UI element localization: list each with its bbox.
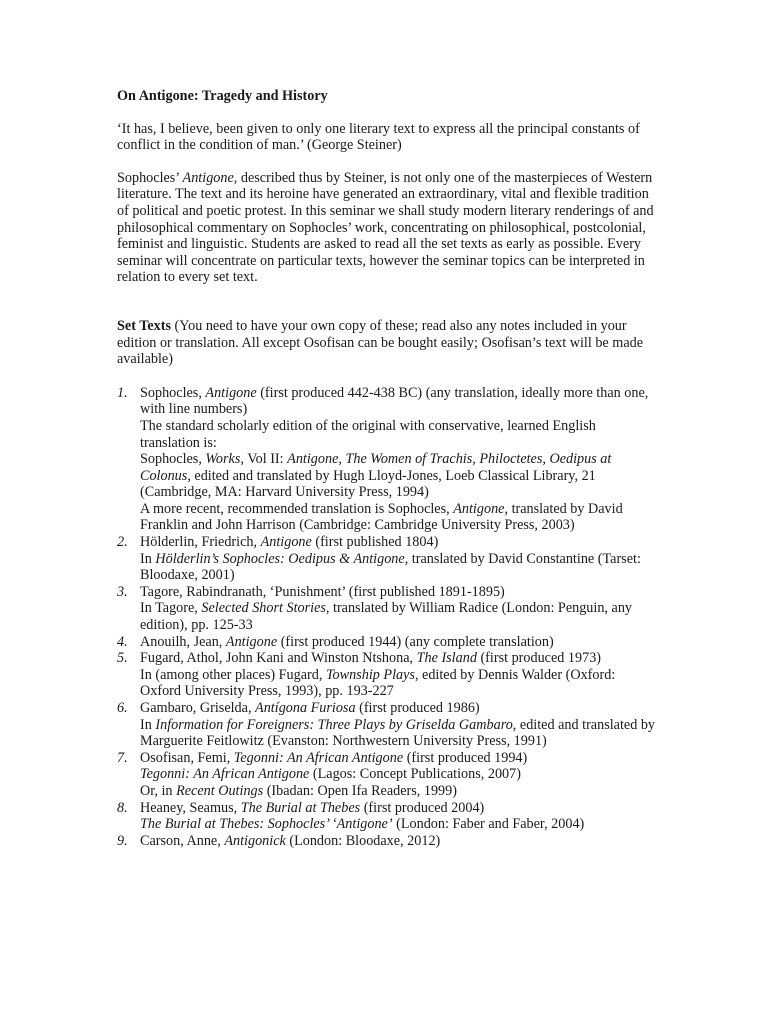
item-title: Selected Short Stories [201, 600, 326, 617]
item-title: Antigone [225, 633, 278, 650]
list-item [117, 700, 657, 750]
item-text: (first produced 442-438 BC) (any translation, ideally more than one, with line numbers) [140, 384, 649, 418]
item-text: (first published 1804) [311, 534, 439, 551]
item-text: Sophocles, [140, 451, 206, 468]
item-line: Tagore, Rabindranath, ‘Punishment’ (first published 1891-1895) [140, 583, 505, 600]
item-line [140, 501, 657, 534]
item-text: Carson, Anne, [140, 832, 225, 849]
item-title: Township Plays [325, 666, 415, 683]
item-line [140, 700, 657, 717]
item-text: Heaney, Seamus, [140, 799, 241, 816]
item-text: , Vol II: [240, 451, 288, 468]
item-text: Osofisan, Femi, [140, 749, 234, 766]
section-spacer [117, 302, 657, 318]
item-text: Hölderlin, Friedrich, [140, 534, 261, 551]
item-title: Hölderlin’s Sophocles: Oedipus & Antigone [155, 550, 405, 567]
document-title: On Antigone: Tragedy and History [117, 88, 328, 104]
item-number: 9. [117, 832, 128, 849]
item-number: 4. [117, 633, 128, 650]
item-text: , translated by William Radice (London: Penguin, any edition), pp. 125-33 [140, 600, 633, 634]
list-item [117, 750, 657, 800]
item-text: In [140, 550, 156, 567]
item-text: (Lagos: Concept Publications, 2007) [309, 766, 521, 783]
item-number: 5. [117, 650, 128, 667]
item-line [140, 783, 657, 800]
item-title: Antigone, The Women of Trachis, Philoctetes, Oedipus at Colonus [140, 451, 612, 484]
item-text: (London: Faber and Faber, 2004) [392, 816, 585, 833]
item-title: Antigone [453, 500, 505, 517]
item-title: The Burial at Thebes: Sophocles’ ‘Antigone’ [140, 816, 393, 833]
set-texts-list [117, 385, 657, 850]
item-text: In (among other places) Fugard, [140, 666, 326, 683]
item-text: Fugard, Athol, John Kani and Winston Ntshona, [140, 650, 417, 667]
item-title: Information for Foreigners: Three Plays by Griselda Gambaro [155, 716, 513, 733]
item-line [140, 833, 657, 850]
list-item [117, 584, 657, 634]
item-text: , edited and translated by Marguerite Feitlowitz (Evanston: Northwestern University Press, 1991) [140, 716, 656, 750]
item-number: 2. [117, 534, 128, 551]
item-text: Gambaro, Griselda, [140, 700, 256, 716]
item-line [140, 650, 657, 667]
intro-paragraph [117, 170, 657, 286]
list-item [117, 634, 657, 651]
list-item [117, 385, 657, 534]
item-line [140, 766, 657, 783]
item-title: Recent Outings [176, 782, 264, 799]
intro-text: Sophocles’ [117, 169, 183, 186]
item-title: Works [205, 451, 241, 468]
item-text: (first produced 2004) [360, 799, 485, 816]
intro-text-rest: , described thus by Steiner, is not only one of the masterpieces of Western literature. The text and its heroine have generated an extraordinary, vital and flexible tradition of political and poetic protest. In this seminar we shall study modern literary renderings of and philosophical commentary on Sophocles’ work, concentrating on philosophical, postcolonial, feminist and linguistic. Students are asked to read all the set texts as early as possible. Every seminar will concentrate on particular texts, however the seminar topics can be interpreted in relation to every set text. [117, 169, 654, 286]
item-title: Tegonni: An African Antigone [233, 749, 404, 766]
item-title: Antigone [205, 384, 257, 401]
list-item [117, 800, 657, 833]
set-texts-heading: Set Texts [117, 317, 171, 334]
item-line [140, 634, 657, 651]
item-line [140, 534, 657, 551]
item-text: (first produced 1944) (any complete translation) [277, 633, 554, 650]
item-text: , edited and translated by Hugh Lloyd-Jones, Loeb Classical Library, 21 (Cambridge, MA: Harvard University Press, 1994) [140, 467, 596, 501]
epigraph: ‘It has, I believe, been given to only one literary text to express all the principal constants of conflict in the condition of man.’ (George Steiner) [117, 120, 640, 154]
item-line [140, 717, 657, 750]
item-line [140, 451, 657, 501]
item-line [140, 750, 657, 767]
item-line [140, 551, 657, 584]
item-line [140, 385, 657, 418]
list-item [117, 650, 657, 700]
item-text: Or, in [140, 782, 177, 799]
item-line [140, 667, 657, 700]
item-title: Antígona Furiosa [255, 700, 356, 716]
item-text: (first produced 1994) [403, 749, 528, 766]
item-text: Sophocles, [140, 384, 206, 401]
item-title: Tegonni: An African Antigone [140, 766, 310, 783]
item-text: (first produced 1973) [476, 650, 602, 667]
item-line [140, 800, 657, 817]
item-text: A more recent, recommended translation is Sophocles, [140, 500, 454, 517]
item-text: Anouilh, Jean, [140, 633, 226, 650]
intro-title-italic: Antigone [182, 169, 234, 186]
item-number: 6. [117, 700, 128, 716]
item-number: 1. [117, 384, 128, 401]
item-text: (first produced 1986) [355, 700, 480, 716]
item-text: , translated by David Constantine (Tarset: Bloodaxe, 2001) [140, 550, 641, 584]
item-line: The standard scholarly edition of the original with conservative, learned English translation is: [140, 417, 596, 451]
item-text: In [140, 716, 156, 733]
item-title: Antigone [260, 534, 312, 551]
list-item [117, 833, 657, 850]
item-text: , translated by David Franklin and John Harrison (Cambridge: Cambridge University Press, 2003) [140, 500, 623, 534]
item-number: 7. [117, 749, 128, 766]
item-title: Antigonick [224, 832, 286, 849]
item-title: The Island [416, 650, 477, 667]
list-item [117, 534, 657, 584]
item-line [140, 600, 657, 633]
item-text: (Ibadan: Open Ifa Readers, 1999) [263, 782, 457, 799]
item-text: (London: Bloodaxe, 2012) [285, 832, 441, 849]
item-line [140, 816, 657, 833]
item-number: 8. [117, 799, 128, 816]
item-title: The Burial at Thebes [240, 799, 361, 816]
set-texts-note: (You need to have your own copy of these; read also any notes included in your edition or translation. All except Osofisan can be bought easily; Osofisan’s text will be made available) [117, 317, 644, 368]
item-number: 3. [117, 583, 128, 600]
item-text: In Tagore, [140, 600, 202, 617]
document-body [117, 88, 657, 849]
set-texts-intro [117, 318, 657, 368]
item-text: , edited by Dennis Walder (Oxford: Oxford University Press, 1993), pp. 193-227 [140, 666, 616, 700]
